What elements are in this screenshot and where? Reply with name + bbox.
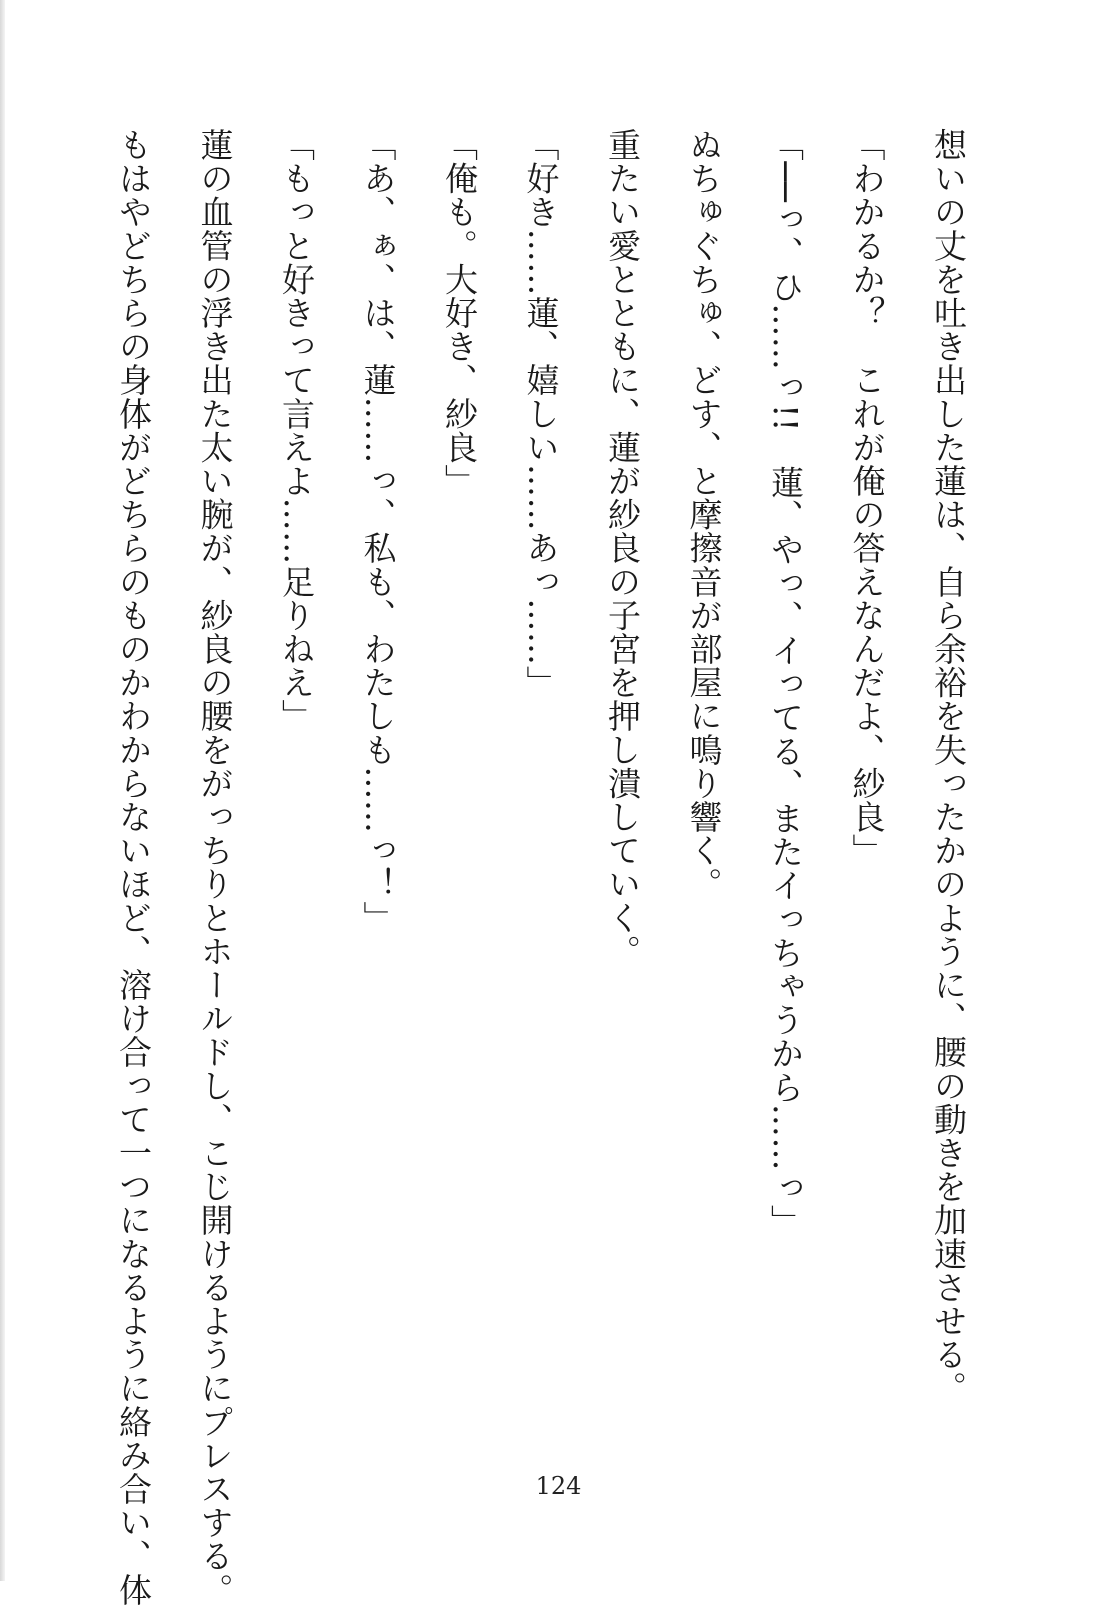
text-line-9: 「もっと好きって言えよ……足りねえ」 xyxy=(277,128,316,733)
text-line-1: 想いの丈を吐き出した蓮は、自ら余裕を失ったかのように、腰の動きを加速させる。 xyxy=(929,128,968,1405)
text-line-7: 「俺も。大好き、紗良」 xyxy=(440,128,479,498)
text-line-2: 「わかるか？ これが俺の答えなんだよ、紗良」 xyxy=(847,128,887,868)
page-edge-shadow xyxy=(0,0,5,1581)
text-line-5: 重たい愛とともに、蓮が紗良の子宮を押し潰していく。 xyxy=(603,128,642,968)
text-line-3: 「──っ、ひ……っ!! 蓮、やっ、イってる、またイっちゃうから……っ」 xyxy=(766,128,805,1239)
page-number: 124 xyxy=(535,1472,582,1500)
text-line-8: 「あ、ぁ、は、蓮……っ、私も、わたしも……っ！」 xyxy=(358,128,398,935)
text-line-11: もはやどちらの身体がどちらのものかわからないほど、溶け合って一つになるように絡み合い、体 xyxy=(114,128,153,1606)
text-line-10: 蓮の血管の浮き出た太い腕が、紗良の腰をがっちりとホールドし、こじ開けるようにプレスする。 xyxy=(195,128,235,1606)
text-line-6: 「好き……蓮、嬉しい……あっ……」 xyxy=(521,128,561,700)
text-line-4: ぬちゅぐちゅ、どす、と摩擦音が部屋に鳴り響く。 xyxy=(684,128,724,901)
